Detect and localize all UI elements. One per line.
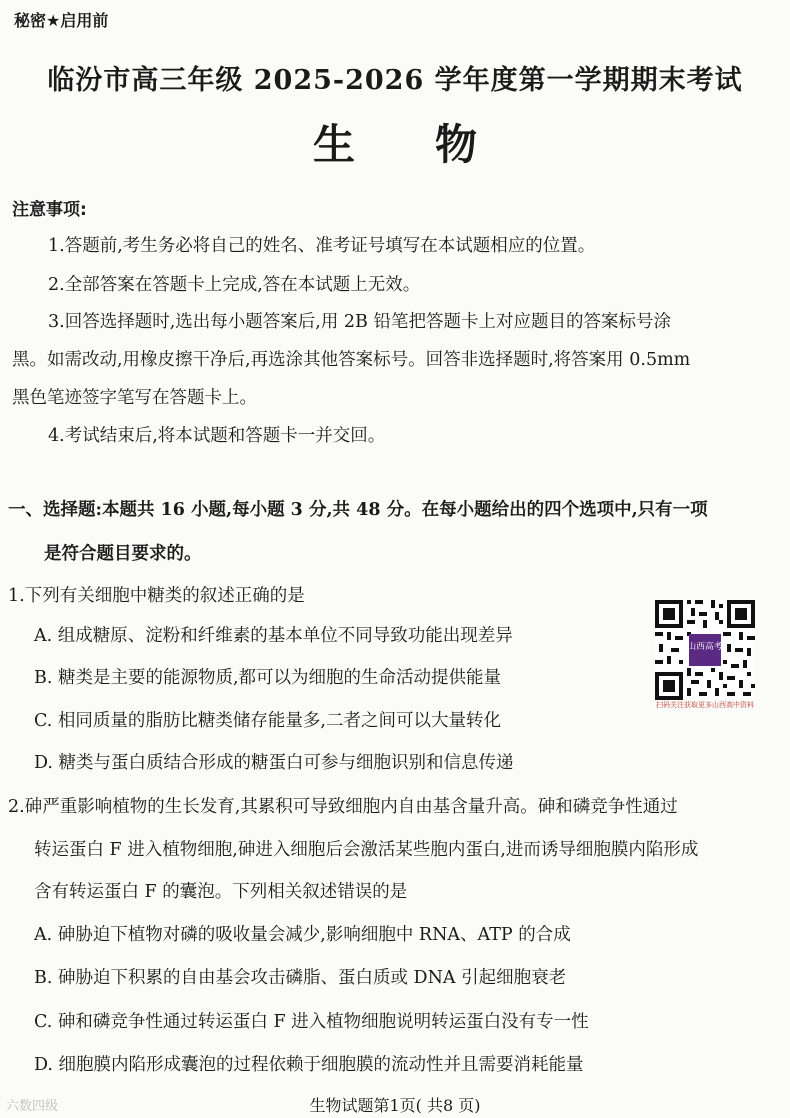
question-2-stem-line-1: 2.砷严重影响植物的生长发育,其累积可导致细胞内自由基含量升高。砷和磷竞争性通过	[8, 797, 678, 817]
subject-title	[0, 112, 790, 172]
note-3-line-2: 黑。如需改动,用橡皮擦干净后,再选涂其他答案标号。回答非选择题时,将答案用 0.5mm	[12, 350, 691, 370]
question-2-option-d: D. 细胞膜内陷形成囊泡的过程依赖于细胞膜的流动性并且需要消耗能量	[34, 1055, 584, 1075]
section-1-line-2: 是符合题目要求的。	[44, 544, 202, 564]
note-2: 2.全部答案在答题卡上完成,答在本试题上无效。	[48, 275, 421, 295]
question-2-stem-line-3: 含有转运蛋白 F 的囊泡。下列相关叙述错误的是	[34, 882, 408, 902]
question-1-option-a: A. 组成糖原、淀粉和纤维素的基本单位不同导致功能出现差异	[34, 626, 513, 646]
qr-code[interactable]	[655, 600, 755, 700]
question-1-stem: 1.下列有关细胞中糖类的叙述正确的是	[8, 586, 305, 606]
subject-char-1: 生	[312, 120, 355, 169]
note-3-line-1: 3.回答选择题时,选出每小题答案后,用 2B 铅笔把答题卡上对应题目的答案标号涂	[48, 312, 671, 332]
question-2-option-c: C. 砷和磷竞争性通过转运蛋白 F 进入植物细胞说明转运蛋白没有专一性	[34, 1012, 589, 1032]
page-footer: 生物试题第1页( 共8 页)	[309, 1096, 481, 1115]
question-1-option-c: C. 相同质量的脂肪比糖类储存能量多,二者之间可以大量转化	[34, 711, 501, 731]
secret-label: 秘密★启用前	[14, 11, 109, 30]
question-1-option-b: B. 糖类是主要的能源物质,都可以为细胞的生命活动提供能量	[34, 668, 502, 688]
qr-caption: 扫码关注获取更多山西高中资料	[656, 701, 754, 709]
note-4: 4.考试结束后,将本试题和答题卡一并交回。	[48, 426, 386, 446]
question-2-stem-line-2: 转运蛋白 F 进入植物细胞,砷进入细胞后会激活某些胞内蛋白,进而诱导细胞膜内陷形成	[34, 840, 699, 860]
question-1-option-d: D. 糖类与蛋白质结合形成的糖蛋白可参与细胞识别和信息传递	[34, 753, 514, 773]
subject-char-2: 物	[435, 120, 478, 169]
question-2-option-a: A. 砷胁迫下植物对磷的吸收量会减少,影响细胞中 RNA、ATP 的合成	[34, 925, 571, 945]
section-1-line-1: 一、选择题:本题共 16 小题,每小题 3 分,共 48 分。在每小题给出的四个选项中,只有一项	[8, 500, 708, 520]
watermark-text: 六数四级	[6, 1099, 59, 1114]
qr-logo-text: 山西高考	[687, 641, 723, 652]
note-1: 1.答题前,考生务必将自己的姓名、准考证号填写在本试题相应的位置。	[48, 236, 596, 256]
question-2-option-b: B. 砷胁迫下积累的自由基会攻击磷脂、蛋白质或 DNA 引起细胞衰老	[34, 968, 567, 988]
note-3-line-3: 黑色笔迹签字笔写在答题卡上。	[12, 388, 257, 408]
exam-title: 临汾市高三年级 2025-2026 学年度第一学期期末考试	[47, 65, 743, 96]
notes-heading: 注意事项:	[12, 200, 87, 220]
